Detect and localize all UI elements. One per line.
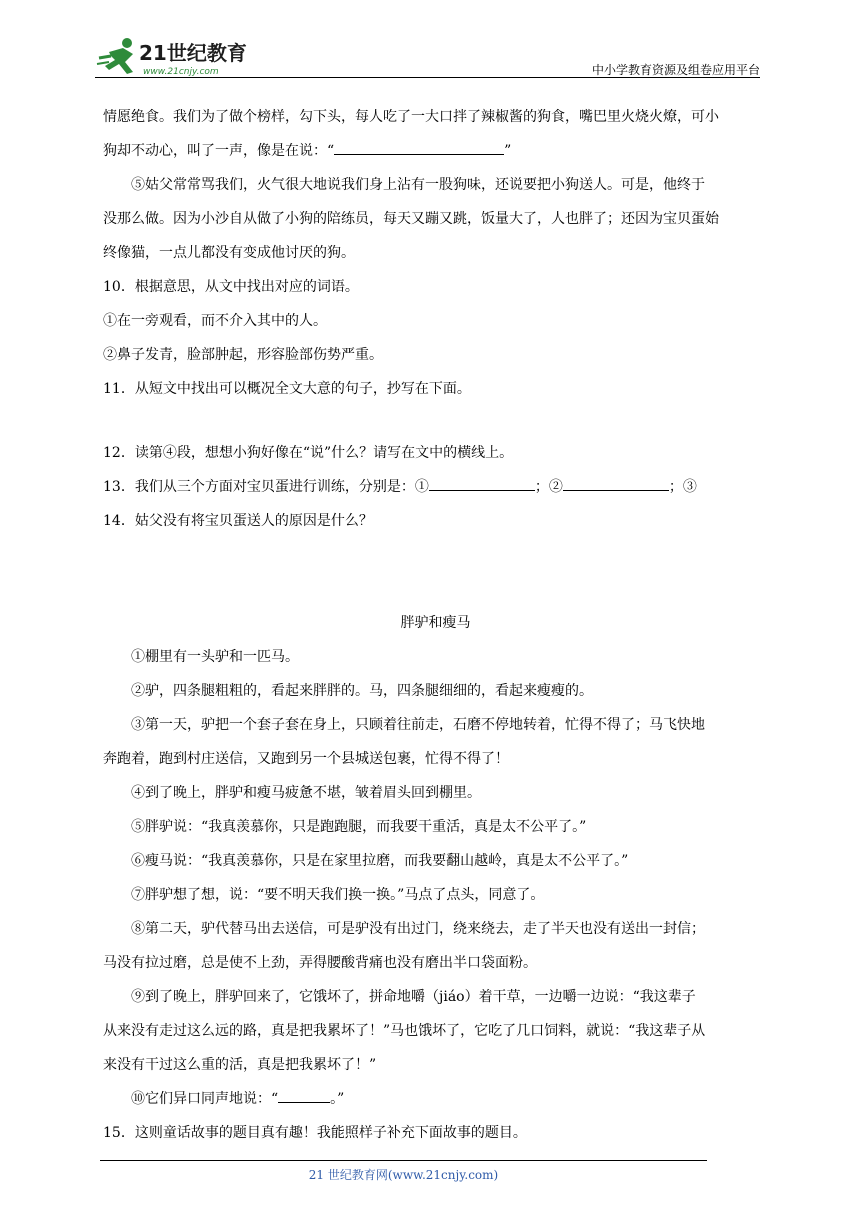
text-span: ；③ [668,479,697,495]
story-paragraph-4: ④到了晚上，胖驴和瘦马疲惫不堪，皱着眉头回到棚里。 [131,785,481,801]
answer-blank [278,1084,330,1103]
answer-blank [334,136,504,155]
text-span: ” [504,143,512,159]
question-12: 12．读第④段，想想小狗好像在“说”什么？请写在文中的横线上。 [103,445,514,461]
story-paragraph-8-cont: 马没有拉过磨，总是使不上劲，弄得腰酸背痛也没有磨出半口袋面粉。 [103,955,537,971]
story-paragraph-5: ⑤胖驴说：“我真羡慕你，只是跑跑腿，而我要干重活，真是太不公平了。” [131,819,587,835]
footer-divider [100,1160,707,1161]
logo-url: www.21cnjy.com [143,67,219,77]
story-paragraph-1: ①棚里有一头驴和一匹马。 [131,649,299,665]
story-paragraph-3: ③第一天，驴把一个套子套在身上，只顾着往前走，石磨不停地转着，忙得不得了；马飞快地 [131,717,705,733]
story-paragraph-6: ⑥瘦马说：“我真羡慕你，只是在家里拉磨，而我要翻山越岭，真是太不公平了。” [131,853,629,869]
story-paragraph-9-cont: 从来没有走过这么远的路，真是把我累坏了！”马也饿坏了，它吃了几口饲料，就说：“我这辈子从 [103,1023,706,1039]
logo [95,34,265,78]
text-span: ；② [534,479,563,495]
story-paragraph-9-cont: 来没有干过这么重的活，真是把我累坏了！” [103,1057,377,1073]
question-15: 15．这则童话故事的题目真有趣！我能照样子补充下面故事的题目。 [103,1125,527,1141]
page-footer: 21 世纪教育网(www.21cnjy.com) [308,1168,499,1182]
text-span: 。” [330,1091,345,1107]
text-span: 13．我们从三个方面对宝贝蛋进行训练，分别是：① [103,479,429,495]
document-body [103,100,768,1150]
question-10-item-2: ②鼻子发青，脸部肿起，形容脸部伤势严重。 [103,347,383,363]
story-paragraph-7: ⑦胖驴想了想，说：“要不明天我们换一换。”马点了点头，同意了。 [131,887,545,903]
story-paragraph-3-cont: 奔跑着，跑到村庄送信，又跑到另一个县城送包裹，忙得不得了！ [103,751,509,767]
question-10: 10．根据意思，从文中找出对应的词语。 [103,279,359,295]
answer-space [103,406,768,436]
paragraph-line: 终像猫，一点儿都没有变成他讨厌的狗。 [103,245,355,261]
page-header [95,34,760,80]
text-span: 狗却不动心，叫了一声，像是在说：“ [103,143,335,159]
question-11: 11．从短文中找出可以概况全文大意的句子，抄写在下面。 [103,381,471,397]
answer-blank [563,472,669,491]
story-title: 胖驴和瘦马 [400,615,471,631]
paragraph-line: 情愿绝食。我们为了做个榜样，勾下头，每人吃了一大口拌了辣椒酱的狗食，嘴巴里火烧火燎，可小 [103,109,719,125]
story-paragraph-9: ⑨到了晚上，胖驴回来了，它饿坏了，拼命地嚼（jiáo）着干草，一边嚼一边说：“我这辈子 [131,989,696,1005]
question-10-item-1: ①在一旁观看，而不介入其中的人。 [103,313,327,329]
story-paragraph-10 [103,1082,768,1116]
header-platform-name: 中小学教育资源及组卷应用平台 [591,63,760,77]
answer-blank [429,472,535,491]
question-14: 14．姑父没有将宝贝蛋送人的原因是什么？ [103,513,373,529]
logo-text: 21世纪教育 [139,41,247,65]
header-divider [95,77,760,78]
paragraph-line: ⑤姑父常常骂我们，火气很大地说我们身上沾有一股狗味，还说要把小狗送人。可是，他终于 [131,177,705,193]
paragraph-line [103,134,768,168]
text-span: ⑩它们异口同声地说：“ [131,1091,279,1107]
runner-icon [97,38,133,74]
question-13 [103,470,768,504]
answer-space [103,538,768,606]
story-paragraph-2: ②驴，四条腿粗粗的，看起来胖胖的。马，四条腿细细的，看起来瘦瘦的。 [131,683,593,699]
paragraph-line: 没那么做。因为小沙自从做了小狗的陪练员，每天又蹦又跳，饭量大了，人也胖了；还因为宝贝蛋始 [103,211,719,227]
story-paragraph-8: ⑧第二天，驴代替马出去送信，可是驴没有出过门，绕来绕去，走了半天也没有送出一封信； [131,921,705,937]
